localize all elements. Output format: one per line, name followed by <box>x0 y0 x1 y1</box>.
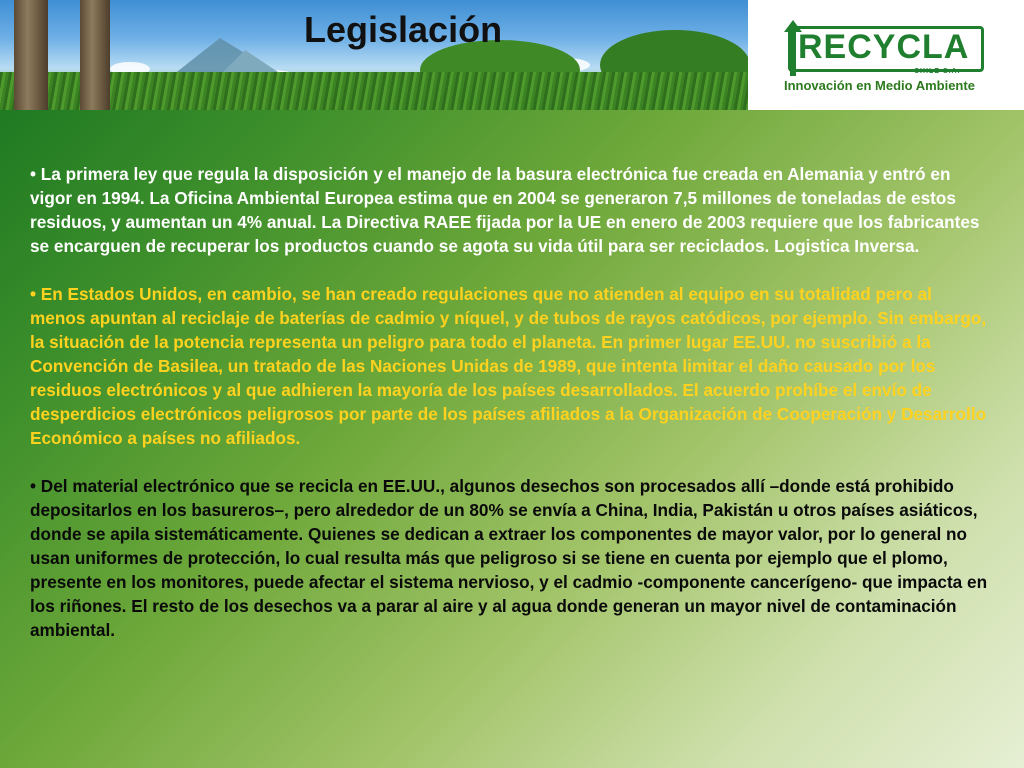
paragraph-germany-law: • La primera ley que regula la disposición y el manejo de la basura electrónica fue creada en Alemania y entró en vigor en 1994. La Oficina Ambiental Europea estima que en 2004 se generaron 7,5 millones de toneladas de estos residuos, y aumentan un 4% anual. La Directiva RAEE fijada por la UE en enero de 2003 requiere que los fabricantes se encarguen de recuperar los productos cuando se agota su vida útil para ser reciclados. Logistica Inversa. <box>30 164 980 256</box>
logo-area <box>748 0 1024 108</box>
tree-trunk <box>80 0 110 110</box>
grass-strip <box>0 72 748 110</box>
paragraph-usa-recycling: • Del material electrónico que se recicla en EE.UU., algunos desechos son procesados allí –donde está prohibido depositarlos en los basureros–, pero alrededor de un 80% se envía a China, India, Pakistán u otros países asiáticos, donde se apila sistemáticamente. Quienes se dedican a extraer los componentes de mayor valor, por lo general no usan uniformes de protección, lo cual resulta más que peligroso si se tiene en cuenta por ejemplo que el plomo, presente en los monitores, puede afectar el sistema nervioso, y el cadmio -componente cancerígeno- que impacta en los riñones. El resto de los desechos va a parar al aire y al agua donde generan un mayor nivel de contaminación ambiental. <box>30 476 988 640</box>
tree-trunk <box>14 0 48 110</box>
logo-tagline: Innovación en Medio Ambiente <box>784 78 975 93</box>
logo-subname: CHILE S.A. <box>914 68 961 75</box>
body-text <box>30 162 990 666</box>
slide-title: Legislación <box>304 9 503 50</box>
logo-wordmark: RECYCLA <box>798 28 970 66</box>
paragraph-usa-regulations: • En Estados Unidos, en cambio, se han creado regulaciones que no atienden al equipo en su totalidad pero al menos apuntan al reciclaje de baterías de cadmio y níquel, y de tubos de rayos catódicos, por ejemplo. Sin embargo, la situación de la potencia representa un peligro para todo el planeta. En primer lugar EE.UU. no suscribió a la Convención de Basilea, un tratado de las Naciones Unidas de 1989, que intenta limitar el daño causado por los residuos electrónicos y al que adhieren la mayoría de los países desarrollados. El acuerdo prohíbe el envío de desperdicios electrónicos peligrosos por parte de los países afiliados a la Organización de Cooperación y Desarrollo Económico a países no afiliados. <box>30 284 987 448</box>
